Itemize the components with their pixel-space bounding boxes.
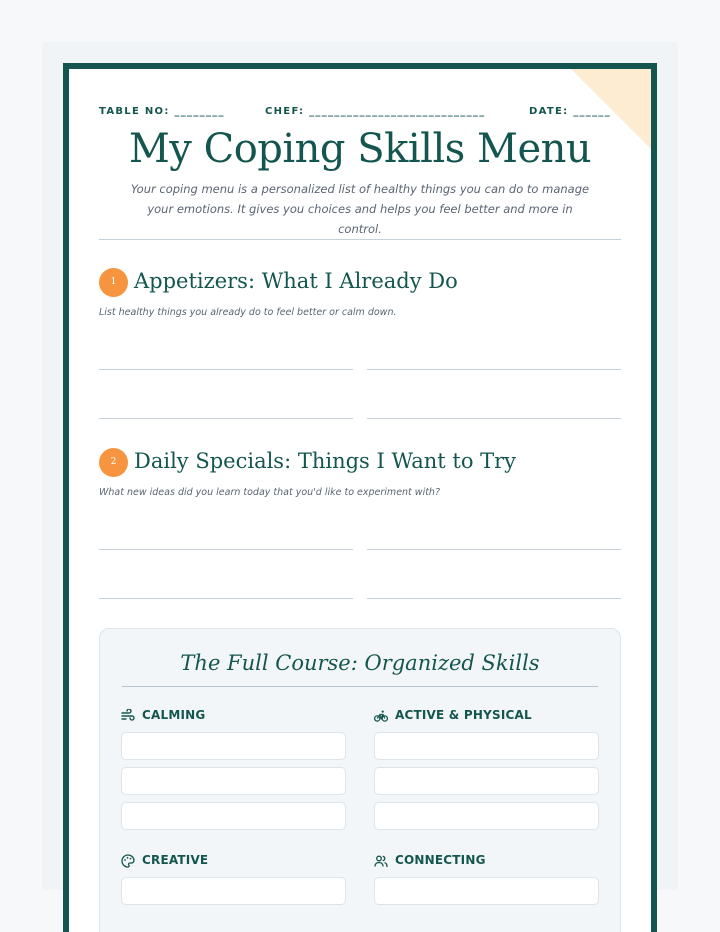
page-subtitle: Your coping menu is a personalized list of healthy things you can do to manage your emotions. It gives you choices and helps you feel better and more in control. (130, 182, 590, 236)
section-title: Appetizers: What I Already Do (134, 269, 458, 293)
skill-input[interactable] (121, 732, 346, 760)
divider (99, 239, 621, 240)
wind-icon (121, 709, 135, 723)
chef-field[interactable]: CHEF: ____________________________ (265, 106, 486, 117)
category-label: CALMING (142, 708, 206, 722)
category-active-physical (374, 708, 599, 724)
section-description: List healthy things you already do to feel better or calm down. (99, 307, 397, 318)
header-fields (99, 106, 621, 120)
skill-input[interactable] (374, 732, 599, 760)
skill-input[interactable] (374, 802, 599, 830)
writing-line[interactable] (367, 549, 621, 550)
category-label: CREATIVE (142, 853, 209, 867)
full-course-title: The Full Course: Organized Skills (180, 651, 540, 675)
skill-input[interactable] (121, 877, 346, 905)
skill-input[interactable] (121, 767, 346, 795)
skill-input[interactable] (374, 877, 599, 905)
category-label: CONNECTING (395, 853, 486, 867)
full-course-panel (99, 628, 621, 932)
table-number-field[interactable]: TABLE NO: ________ (99, 106, 225, 117)
writing-line[interactable] (367, 598, 621, 599)
category-creative (121, 853, 346, 869)
writing-line[interactable] (99, 598, 353, 599)
section-title: Daily Specials: Things I Want to Try (134, 449, 517, 473)
section-number-badge: 2 (99, 448, 128, 477)
writing-line[interactable] (367, 418, 621, 419)
category-label: ACTIVE & PHYSICAL (395, 708, 532, 722)
worksheet (63, 63, 657, 932)
writing-line[interactable] (99, 549, 353, 550)
category-connecting (374, 853, 599, 869)
date-field[interactable]: DATE: ______ (529, 106, 611, 117)
writing-line[interactable] (99, 369, 353, 370)
skill-input[interactable] (121, 802, 346, 830)
full-course-divider (122, 686, 598, 687)
category-calming (121, 708, 346, 724)
writing-line[interactable] (367, 369, 621, 370)
skill-input[interactable] (374, 767, 599, 795)
page-title: My Coping Skills Menu (128, 126, 592, 172)
bicycle-icon (374, 709, 388, 723)
palette-icon (121, 854, 135, 868)
writing-line[interactable] (99, 418, 353, 419)
people-icon (374, 854, 388, 868)
section-description: What new ideas did you learn today that you'd like to experiment with? (99, 487, 440, 498)
section-number-badge: 1 (99, 268, 128, 297)
